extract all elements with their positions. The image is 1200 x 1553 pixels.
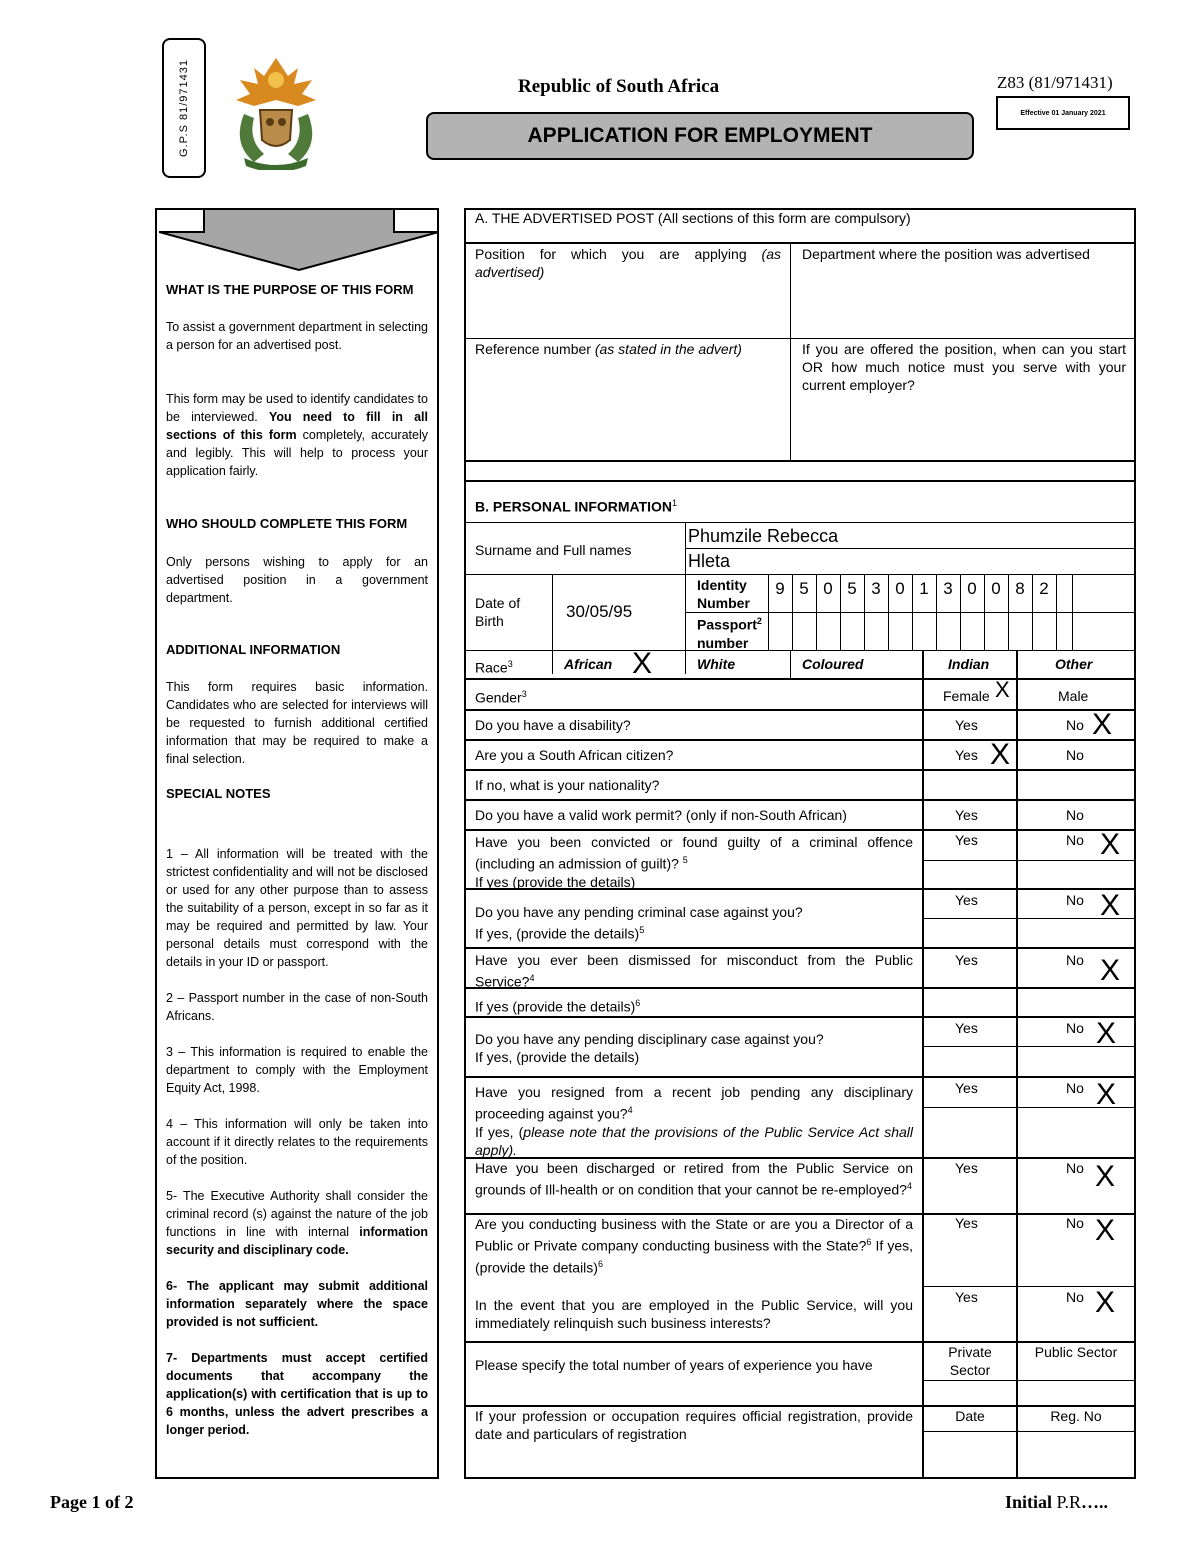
race-mark: X xyxy=(632,647,653,680)
effective-date-box: Effective 01 January 2021 xyxy=(996,96,1130,130)
criminal-question: Have you been convicted or found guilty of a criminal offence (including an admission of guilt)? $^5$ If yes (provide the details) xyxy=(475,834,913,890)
registration-question: If your profession or occupation requires official registration, provide date and particulars of registration xyxy=(475,1408,913,1442)
additional-text: This form requires basic information. Candidates who are selected for interviews will be requested to furnish additional certified information that may be required to make a final selection. xyxy=(166,680,428,766)
registration-number-label: Reg. No xyxy=(1050,1408,1102,1424)
id-digit[interactable]: 5 xyxy=(847,579,857,598)
surname-label: Surname and Full names xyxy=(475,542,632,558)
discharged-question: Have you been discharged or retired from the Public Service on grounds of Ill-health or on condition that your cannot be re-employed?$^4$ xyxy=(475,1160,913,1198)
id-digit[interactable]: 0 xyxy=(895,579,905,598)
usage-text: This form may be used to identify candidates to be interviewed. You need to fill in all sections of this form completely, accurately and legibly. This will help to process your application fairly. xyxy=(166,392,428,478)
gender-female[interactable]: Female xyxy=(943,688,990,704)
resigned-mark: X xyxy=(1096,1078,1117,1111)
disability-no[interactable]: No xyxy=(1066,717,1084,733)
passport-label: Passport$^2$ number xyxy=(697,616,762,651)
business-question: Are you conducting business with the State or are you a Director of a Public or Private company conducting business with the State?$^6$ If yes, (provide the details)$^6$ xyxy=(475,1216,913,1276)
criminal-yes[interactable]: Yes xyxy=(955,832,978,848)
pending-criminal-mark: X xyxy=(1100,889,1121,922)
id-digit[interactable]: 2 xyxy=(1039,579,1049,598)
dismissed-details-label: If yes (provide the details)$^6$ xyxy=(475,998,641,1015)
pending-criminal-no[interactable]: No xyxy=(1066,892,1084,908)
gps-code: G.P.S 81/971431 xyxy=(178,59,190,157)
work-permit-question: Do you have a valid work permit? (only if non-South African) xyxy=(475,807,847,823)
section-a-heading: A. THE ADVERTISED POST (All sections of this form are compulsory) xyxy=(475,210,911,226)
disciplinary-question: Do you have any pending disciplinary case against you? If yes, (provide the details) xyxy=(475,1031,824,1065)
who-text: Only persons wishing to apply for an advertised position in a government department. xyxy=(166,555,428,605)
note-4: 4 – This information will only be taken into account if it directly relates to the requirements of the position. xyxy=(166,1117,428,1167)
disability-yes[interactable]: Yes xyxy=(955,717,978,733)
discharged-yes[interactable]: Yes xyxy=(955,1160,978,1176)
disability-question: Do you have a disability? xyxy=(475,717,631,733)
id-digit[interactable]: 0 xyxy=(823,579,833,598)
country-title: Republic of South Africa xyxy=(518,76,720,97)
relinquish-mark: X xyxy=(1095,1286,1116,1319)
race-label: Race$^3$ xyxy=(475,659,513,676)
citizen-question: Are you a South African citizen? xyxy=(475,747,674,763)
pending-criminal-question: Do you have any pending criminal case against you? If yes, (provide the details)$^5$ xyxy=(475,904,803,942)
note-1: 1 – All information will be treated with the strictest confidentiality and will not be disclosed or used for any other purpose than to assess the suitability of a person, except in so far as it may be required and permitted by law. Your personal details must correspond with the details in your ID or passport. xyxy=(166,847,428,969)
dismissed-question: Have you ever been dismissed for misconduct from the Public Service?$^4$ xyxy=(475,952,913,990)
relinquish-yes[interactable]: Yes xyxy=(955,1289,978,1305)
citizen-yes[interactable]: Yes xyxy=(955,747,978,763)
criminal-mark: X xyxy=(1100,828,1121,861)
who-heading: WHO SHOULD COMPLETE THIS FORM xyxy=(166,516,408,531)
id-digit[interactable]: 5 xyxy=(799,579,809,598)
dob-label: Date of Birth xyxy=(475,595,521,629)
form-title: APPLICATION FOR EMPLOYMENT xyxy=(426,112,974,160)
note-3: 3 – This information is required to enable the department to comply with the Employment Equity Act, 1998. xyxy=(166,1045,428,1095)
dismissed-no[interactable]: No xyxy=(1066,952,1084,968)
note-2: 2 – Passport number in the case of non-South Africans. xyxy=(166,991,428,1023)
criminal-no[interactable]: No xyxy=(1066,832,1084,848)
additional-heading: ADDITIONAL INFORMATION xyxy=(166,642,341,657)
id-digit[interactable]: 0 xyxy=(967,579,977,598)
dob-value[interactable]: 30/05/95 xyxy=(566,602,633,621)
citizen-no[interactable]: No xyxy=(1066,747,1084,763)
race-option-indian[interactable]: Indian xyxy=(948,656,990,672)
id-digit[interactable]: 8 xyxy=(1015,579,1025,598)
arrow-down-icon xyxy=(159,210,439,274)
citizen-mark: X xyxy=(990,738,1011,771)
work-permit-no[interactable]: No xyxy=(1066,807,1084,823)
nationality-question: If no, what is your nationality? xyxy=(475,777,660,793)
section-b-heading: B. PERSONAL INFORMATION$^1$ xyxy=(475,498,678,515)
start-label: If you are offered the position, when can you start OR how much notice must you serve with your current employer? xyxy=(802,341,1126,393)
id-digit[interactable]: 0 xyxy=(991,579,1001,598)
private-sector-label: Private Sector xyxy=(948,1344,992,1378)
position-label: Position for which you are applying (as advertised) xyxy=(475,246,781,280)
gps-code-box xyxy=(162,38,206,178)
disciplinary-mark: X xyxy=(1096,1017,1117,1050)
purpose-heading: WHAT IS THE PURPOSE OF THIS FORM xyxy=(166,282,414,297)
relinquish-question: In the event that you are employed in the Public Service, will you immediately relinquish such business interests? xyxy=(475,1297,913,1331)
race-option-other[interactable]: Other xyxy=(1055,656,1093,672)
public-sector-label: Public Sector xyxy=(1034,1344,1118,1360)
business-mark: X xyxy=(1095,1214,1116,1247)
gender-mark: X xyxy=(995,677,1010,702)
dismissed-yes[interactable]: Yes xyxy=(955,952,978,968)
gender-label: Gender$^3$ xyxy=(475,689,527,706)
pending-criminal-yes[interactable]: Yes xyxy=(955,892,978,908)
discharged-mark: X xyxy=(1095,1160,1116,1193)
race-option-white[interactable]: White xyxy=(697,656,736,672)
disability-mark: X xyxy=(1092,708,1113,741)
id-digit[interactable]: 1 xyxy=(919,579,929,598)
relinquish-no[interactable]: No xyxy=(1066,1289,1084,1305)
id-digit[interactable]: 3 xyxy=(871,579,881,598)
race-option-african[interactable]: African xyxy=(564,656,613,672)
initial-field[interactable]: Initial P.R….. xyxy=(1005,1492,1109,1512)
disciplinary-no[interactable]: No xyxy=(1066,1020,1084,1036)
form-code: Z83 (81/971431) xyxy=(997,73,1113,92)
business-yes[interactable]: Yes xyxy=(955,1215,978,1231)
registration-date-label: Date xyxy=(955,1408,985,1424)
note-7: 7- Departments must accept certified documents that accompany the application(s) with certification that is up to 6 months, unless the advert prescribes a longer period. xyxy=(166,1351,428,1437)
discharged-no[interactable]: No xyxy=(1066,1160,1084,1176)
dismissed-mark: X xyxy=(1100,954,1121,987)
id-digit[interactable]: 3 xyxy=(943,579,953,598)
note-6: 6- The applicant may submit additional information separately where the space provided is not sufficient. xyxy=(166,1279,428,1329)
disciplinary-yes[interactable]: Yes xyxy=(955,1020,978,1036)
resigned-yes[interactable]: Yes xyxy=(955,1080,978,1096)
work-permit-yes[interactable]: Yes xyxy=(955,807,978,823)
gender-male[interactable]: Male xyxy=(1058,688,1089,704)
first-names-value[interactable]: Phumzile Rebecca xyxy=(688,526,839,546)
notes-heading: SPECIAL NOTES xyxy=(166,786,271,801)
race-option-coloured[interactable]: Coloured xyxy=(802,656,864,672)
department-label: Department where the position was advertised xyxy=(802,246,1090,262)
purpose-text: To assist a government department in selecting a person for an advertised post. xyxy=(166,320,428,352)
reference-label: Reference number (as stated in the advert) xyxy=(475,341,742,357)
id-number-label: Identity Number xyxy=(697,577,750,611)
experience-question: Please specify the total number of years of experience you have xyxy=(475,1357,873,1373)
resigned-no[interactable]: No xyxy=(1066,1080,1084,1096)
note-5: 5- The Executive Authority shall consider the criminal record (s) against the nature of the job functions in line with internal information security and disciplinary code. xyxy=(166,1189,428,1257)
surname-value[interactable]: Hleta xyxy=(688,551,731,571)
id-digit[interactable]: 9 xyxy=(775,579,785,598)
coat-of-arms-logo xyxy=(214,54,338,170)
resigned-question: Have you resigned from a recent job pending any disciplinary proceeding against you?$^4$ If yes, (please note that the provisions of the Public Service Act shall apply). xyxy=(475,1084,913,1158)
business-no[interactable]: No xyxy=(1066,1215,1084,1231)
page-number: Page 1 of 2 xyxy=(50,1492,134,1512)
